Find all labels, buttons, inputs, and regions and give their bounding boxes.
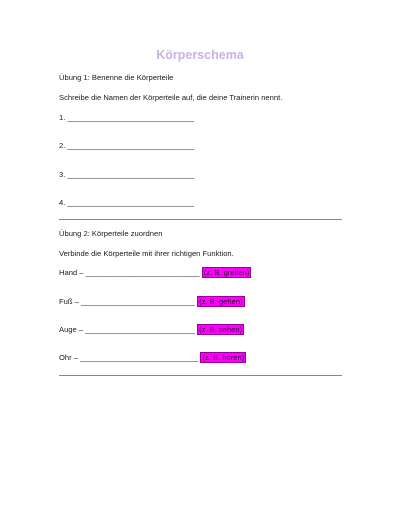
exercise2-heading: Übung 2: Körperteile zuordnen — [59, 229, 163, 238]
exercise1-instruction: Schreibe die Namen der Körperteile auf, die deine Trainerin nennt. — [59, 93, 283, 102]
matching-item-auge[interactable] — [59, 325, 244, 335]
matching-item-ohr[interactable] — [59, 353, 246, 363]
answer-line-1[interactable]: 1. ______________________________ — [59, 113, 195, 122]
matching-item-text: Ohr – ____________________________ — [59, 353, 201, 362]
exercise1-heading: Übung 1: Benenne die Körperteile — [59, 73, 174, 82]
matching-item-fuss[interactable] — [59, 297, 245, 307]
exercise2-instruction: Verbinde die Körperteile mit ihrer richtigen Funktion. — [59, 249, 234, 258]
section-divider — [59, 219, 342, 220]
matching-item-text: Hand – ___________________________ — [59, 268, 202, 277]
matching-item-hand[interactable] — [59, 268, 251, 278]
matching-item-text: Fuß – ___________________________ — [59, 297, 198, 306]
answer-line-4[interactable]: 4. ______________________________ — [59, 198, 195, 207]
hint-highlight: (z. B. gehen) — [199, 297, 243, 306]
answer-line-3[interactable]: 3. ______________________________ — [59, 170, 195, 179]
worksheet-title: Körperschema — [156, 48, 244, 62]
hint-highlight: (z. B. greifen) — [203, 268, 250, 277]
hint-highlight: (z. B. sehen) — [199, 325, 243, 334]
section-divider-bottom — [59, 375, 342, 376]
hint-highlight: (z. B. hören) — [202, 353, 245, 362]
matching-item-text: Auge – __________________________ — [59, 325, 198, 334]
answer-line-2[interactable]: 2. ______________________________ — [59, 141, 195, 150]
